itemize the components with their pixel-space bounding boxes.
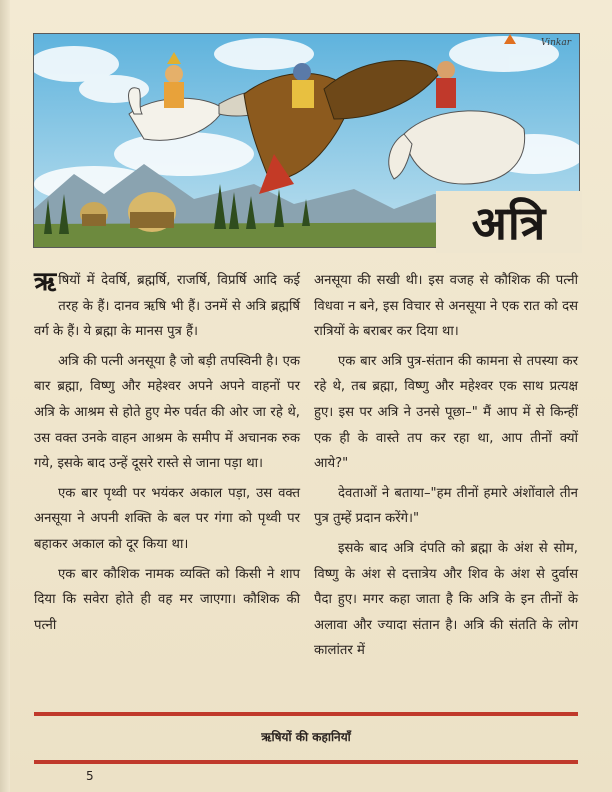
footer-rule-top [34,712,578,716]
right-column [314,268,578,668]
artist-signature: Vinkar [540,38,571,48]
title-block [436,191,582,253]
paragraph: देवताओं ने बताया–"हम तीनों हमारे अंशोंवाले तीन पुत्र तुम्हें प्रदान करेंगे।" [314,485,578,527]
paragraph [34,268,300,345]
paragraph: एक बार पृथ्वी पर भयंकर अकाल पड़ा, उस वक्त अनसूया ने अपनी शक्ति के बल पर गंगा को पृथ्वी पर बहाकर अकाल को दूर किया था। [34,485,300,552]
paragraph: अत्रि की पत्नी अनसूया है जो बड़ी तपस्विनी है। एक बार ब्रह्मा, विष्णु और महेश्वर अपने अपने वाहनों पर अत्रि के आश्रम से होते हुए मेरु पर्वत की ओर जा रहे थे, उस वक्त उनके वाहन आश्रम के समीप में अचानक रुक गये, इसके बाद उन्हें दूसरे रास्ते से जाना पड़ा था। [34,353,300,472]
paragraph: अनसूया की सखी थी। इस वजह से कौशिक की पत्नी विधवा न बने, इस विचार से अनसूया ने एक रात को दस रात्रियों के बराबर कर दिया था। [314,273,578,340]
page-title: अत्रि [471,196,547,250]
page-number: 5 [86,769,94,783]
drop-cap: ऋ [34,267,57,297]
footer-rule-bottom [34,760,578,764]
series-title: ऋषियों की कहानियाँ [261,730,351,744]
paragraph: एक बार अत्रि पुत्र-संतान की कामना से तपस्या कर रहे थे, तब ब्रह्मा, विष्णु और महेश्वर एक साथ प्रत्यक्ष हुए। इस पर अत्रि ने उनसे पूछा–" मैं आप में से किन्हीं एक ही के वास्ते तप कर रहा था, आप तीनों क्यों आये?" [314,353,578,472]
paragraph-text: षियों में देवर्षि, ब्रह्मर्षि, राजर्षि, विप्रर्षि आदि कई तरह के हैं। दानव ऋषि भी हैं। उनमें से अत्रि ब्रह्मर्षि वर्ग के हैं। ये ब्रह्मा के मानस पुत्र हैं। [34,273,300,340]
paragraph: इसके बाद अत्रि दंपति को ब्रह्मा के अंश से सोम, विष्णु के अंश से दत्तात्रेय और शिव के अंश से दुर्वास पैदा हुए। मगर कहा जाता है कि अत्रि के इन तीनों के अलावा और ज्यादा संतान है। अत्रि की संतति के लोग कालांतर में [314,540,578,659]
paragraph: एक बार कौशिक नामक व्यक्ति को किसी ने शाप दिया कि सवेरा होते ही वह मर जाएगा। कौशिक की पत्नी [34,566,300,633]
left-column [34,268,300,642]
